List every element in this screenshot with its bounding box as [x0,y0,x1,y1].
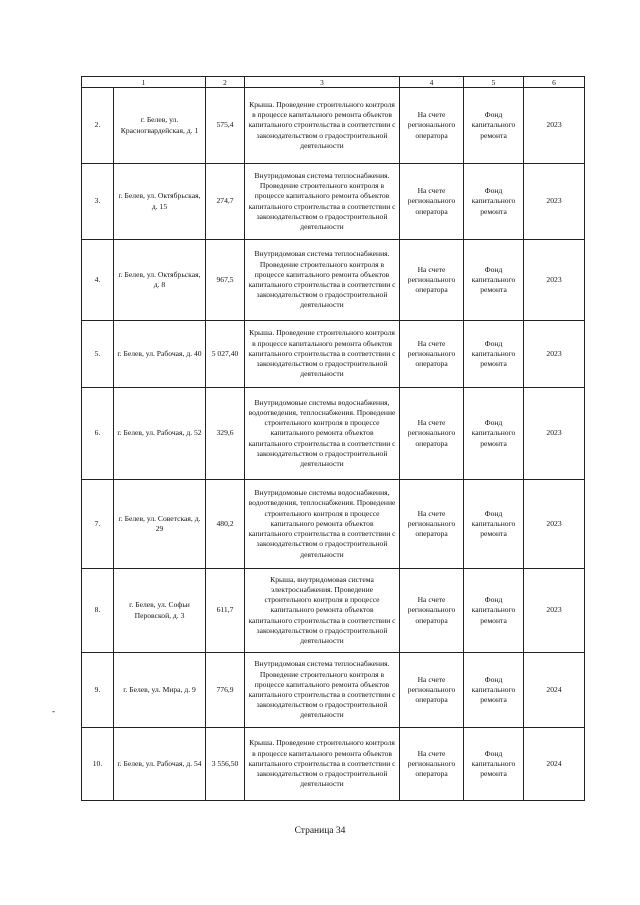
table-row [82,164,585,240]
row-work: Внутридомовая система теплоснабжения. Проведение строительного контроля в процессе капитального ремонта объектов капитального строительства в соответствии с законодательством о градостроительной деятельности [245,653,400,728]
row-area: 776,9 [206,653,245,728]
row-address: г. Белев, ул. Софьи Перовской, д. 3 [114,569,206,653]
row-number: 2. [82,88,114,164]
repair-register-table [81,76,585,801]
row-source: Фонд капитального ремонта [464,653,524,728]
row-number: 8. [82,569,114,653]
header-row [82,77,585,88]
row-number: 6. [82,388,114,480]
row-year: 2023 [524,388,585,480]
row-source: Фонд капитального ремонта [464,240,524,321]
row-work: Внутридомовая система теплоснабжения. Проведение строительного контроля в процессе капитального ремонта объектов капитального строительства в соответствии с законодательством о градостроительной деятельности [245,240,400,321]
row-year: 2023 [524,480,585,569]
table-row [82,480,585,569]
row-year: 2024 [524,728,585,801]
row-work: Крыша. Проведение строительного контроля в процессе капитального ремонта объектов капитального строительства в соответствии с законодательством о градостроительной деятельности [245,728,400,801]
row-area: 575,4 [206,88,245,164]
row-work: Крыша. Проведение строительного контроля в процессе капитального ремонта объектов капитального строительства в соответствии с законодательством о градостроительной деятельности [245,88,400,164]
row-year: 2023 [524,88,585,164]
row-number: 7. [82,480,114,569]
row-address: г. Белев, ул. Октябрьская, д. 15 [114,164,206,240]
row-year: 2023 [524,321,585,388]
table-row [82,240,585,321]
row-year: 2023 [524,569,585,653]
row-address: г. Белев, ул. Рабочая, д. 52 [114,388,206,480]
row-address: г. Белев, ул. Советская, д. 29 [114,480,206,569]
table-header [82,77,585,88]
header-col-6: 6 [524,77,585,88]
table-body [82,88,585,801]
row-work: Внутридомовые системы водоснабжения, водоотведения, теплоснабжения. Проведение строительного контроля в процессе капитального ремонта объектов капитального строительства в соответствии с законодательством о градостроительной деятельности [245,388,400,480]
row-source: Фонд капитального ремонта [464,321,524,388]
row-source: Фонд капитального ремонта [464,728,524,801]
row-account: На счете регионального оператора [400,728,464,801]
row-number: 3. [82,164,114,240]
row-work: Внутридомовая система теплоснабжения. Проведение строительного контроля в процессе капитального ремонта объектов капитального строительства в соответствии с законодательством о градостроительной деятельности [245,164,400,240]
row-address: г. Белев, ул. Рабочая, д. 40 [114,321,206,388]
row-area: 480,2 [206,480,245,569]
row-account: На счете регионального оператора [400,321,464,388]
header-col-5: 5 [464,77,524,88]
row-address: г. Белев, ул. Мира, д. 9 [114,653,206,728]
row-year: 2023 [524,240,585,321]
row-area: 3 556,50 [206,728,245,801]
table-row [82,653,585,728]
row-area: 611,7 [206,569,245,653]
row-number: 9. [82,653,114,728]
row-work: Крыша. Проведение строительного контроля в процессе капитального ремонта объектов капитального строительства в соответствии с законодательством о градостроительной деятельности [245,321,400,388]
row-year: 2023 [524,164,585,240]
row-account: На счете регионального оператора [400,388,464,480]
row-area: 274,7 [206,164,245,240]
margin-mark: - [52,706,55,716]
row-address: г. Белев, ул. Красногвардейская, д. 1 [114,88,206,164]
row-account: На счете регионального оператора [400,653,464,728]
row-year: 2024 [524,653,585,728]
row-account: На счете регионального оператора [400,164,464,240]
row-account: На счете регионального оператора [400,88,464,164]
table-row [82,88,585,164]
row-work: Крыша, внутридомовая система электроснабжения. Проведение строительного контроля в процессе капитального ремонта объектов капитального строительства в соответствии с законодательством о градостроительной деятельности [245,569,400,653]
table-row [82,388,585,480]
row-area: 5 027,40 [206,321,245,388]
header-col-4: 4 [400,77,464,88]
header-col-1: 1 [82,77,206,88]
row-account: На счете регионального оператора [400,480,464,569]
header-col-3: 3 [245,77,400,88]
table-row [82,728,585,801]
row-area: 329,6 [206,388,245,480]
header-col-2: 2 [206,77,245,88]
row-address: г. Белев, ул. Рабочая, д. 54 [114,728,206,801]
row-account: На счете регионального оператора [400,569,464,653]
page-number-footer: Страница 34 [294,826,346,836]
row-account: На счете регионального оператора [400,240,464,321]
table-row [82,569,585,653]
row-source: Фонд капитального ремонта [464,388,524,480]
row-area: 967,5 [206,240,245,321]
row-address: г. Белев, ул. Октябрьская, д. 8 [114,240,206,321]
row-source: Фонд капитального ремонта [464,569,524,653]
table-row [82,321,585,388]
row-number: 10. [82,728,114,801]
row-number: 4. [82,240,114,321]
row-number: 5. [82,321,114,388]
row-source: Фонд капитального ремонта [464,88,524,164]
row-source: Фонд капитального ремонта [464,164,524,240]
row-source: Фонд капитального ремонта [464,480,524,569]
row-work: Внутридомовые системы водоснабжения, водоотведения, теплоснабжения. Проведение строительного контроля в процессе капитального ремонта объектов капитального строительства в соответствии с законодательством о градостроительной деятельности [245,480,400,569]
